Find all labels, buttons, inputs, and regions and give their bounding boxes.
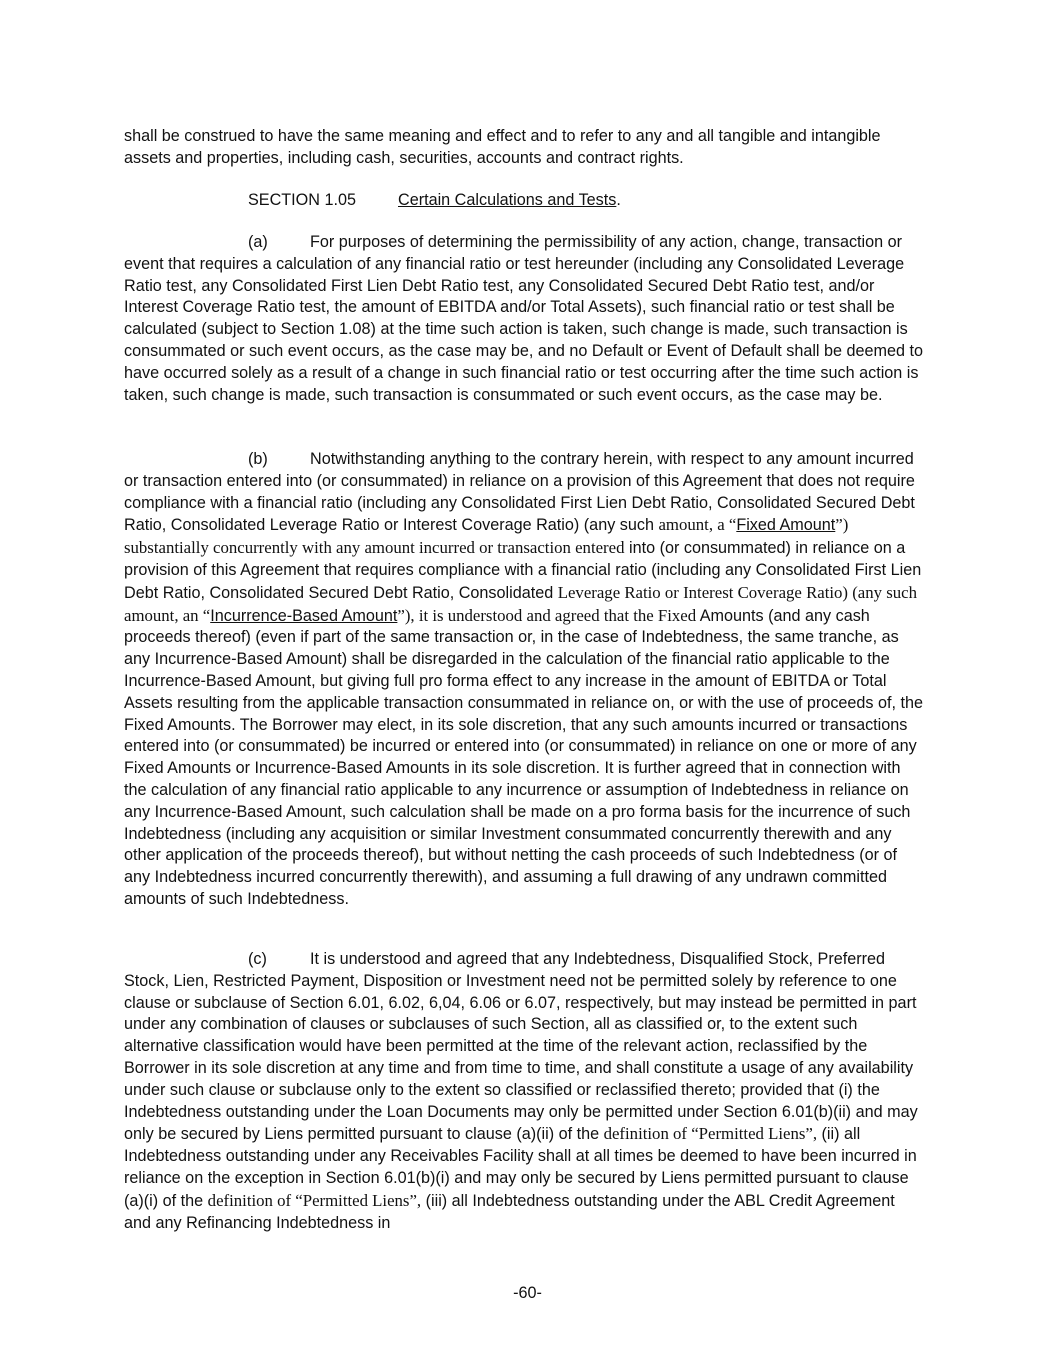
defined-term-fixed-amount: Fixed Amount bbox=[736, 516, 836, 535]
paragraph-b-label: (b) bbox=[248, 450, 268, 468]
paragraph-b-text-5: Leverage Ratio or Interest Coverage Ratio) (any such amount, an “ bbox=[124, 582, 917, 625]
paragraph-c bbox=[124, 949, 924, 1234]
paragraph-b-text-1: Notwithstanding anything to the contrary herein, with respect to any amount incurred or transaction entered into (or consummated) in reliance on a provision of this Agreement that does not require compliance with a financial ratio (including any Consolidated First Lien Debt Ratio, Consolidated Secured Debt Ratio, Consolidated Leverage Ratio or Interest Coverage Ratio) (any such bbox=[124, 450, 915, 535]
section-period: . bbox=[616, 191, 621, 209]
paragraph-b-text-6: ”), it is understood and agreed that the Fixed bbox=[397, 605, 697, 625]
section-title: Certain Calculations and Tests bbox=[398, 191, 617, 209]
paragraph-c-text-5: (iii) all Indebtedness outstanding under the ABL Credit Agreement and any Refinancing Indebtedness in bbox=[124, 1191, 895, 1232]
section-heading bbox=[248, 190, 848, 212]
paragraph-b-text-7: Amounts (and any cash proceeds thereof) (even if part of the same transaction or, in the case of Indebtedness, the same tranche, as any Incurrence-Based Amount) shall be disregarded in the calculation of the financial ratio applicable to the Incurrence-Based Amount, but giving full pro forma effect to any increase in the amount of EBITDA or Total Assets resulting from the applicable transaction consummated in reliance on, or with the use of proceeds of, the Fixed Amounts. The Borrower may elect, in its sole discretion, that any such amounts incurred or transactions entered into (or consummated) be incurred or entered into (or consummated) in reliance on one or more of any Fixed Amounts or Incurrence-Based Amounts in its sole discretion. It is further agreed that in connection with the calculation of any financial ratio applicable to any incurrence or assumption of Indebtedness in reliance on any Incurrence-Based Amount, such calculation shall be made on a pro forma basis for the incurrence of such Indebtedness (including any acquisition or similar Investment consummated concurrently therewith and any other application of the proceeds thereof), but without netting the cash proceeds of such Indebtedness (or of any Indebtedness incurred concurrently therewith), and assuming a full drawing of any undrawn committed amounts of such Indebtedness. bbox=[124, 606, 924, 908]
paragraph-b-text-4: into (or consummated) in reliance on a provision of this Agreement that requires compliance with a financial ratio (including any Consolidated First Lien Debt Ratio, Consolidated Secured Debt Ratio, Consolidated bbox=[124, 539, 922, 602]
paragraph-b-text-3: ”) substantially concurrently with any amount incurred or transaction entered bbox=[124, 515, 849, 558]
section-number: SECTION 1.05 bbox=[248, 191, 356, 209]
paragraph-c-label: (c) bbox=[248, 950, 267, 968]
paragraph-c-text-2: definition of “Permitted Liens”, bbox=[603, 1124, 818, 1144]
paragraph-a bbox=[124, 232, 924, 406]
paragraph-c-text-1: It is understood and agreed that any Indebtedness, Disqualified Stock, Preferred Stock, Lien, Restricted Payment, Disposition or Investment need not be permitted solely by reference to one clause or subclause of Section 6.01, 6.02, 6,04, 6.06 or 6.07, respectively, but may instead be permitted in part under any combination of clauses or subclauses of such Section, all as classified or, to the extent such alternative classification would have been permitted at the time of the relevant action, reclassified by the Borrower in its sole discretion at any time and from time to time, and shall constitute a usage of any availability under such clause or subclause only to the extent so classified or reclassified thereto; provided that (i) the Indebtedness outstanding under the Loan Documents may only be permitted under Section 6.01(b)(ii) and may only be secured by Liens permitted pursuant to clause (a)(ii) of the bbox=[124, 950, 918, 1144]
paragraph-a-text: For purposes of determining the permissibility of any action, change, transaction or event that requires a calculation of any financial ratio or test hereunder (including any Consolidated Leverage Ratio test, any Consolidated First Lien Debt Ratio test, any Consolidated Secured Debt Ratio test, and/or Interest Coverage Ratio test, the amount of EBITDA and/or Total Assets), such financial ratio or test shall be calculated (subject to Section 1.08) at the time such action is taken, such change is made, such transaction is consummated or such event occurs, as the case may be, and no Default or Event of Default shall be deemed to have occurred solely as a result of a change in such financial ratio or test occurring after the time such action is taken, such change is made, such transaction is consummated or such event occurs, as the case may be. bbox=[124, 233, 924, 404]
paragraph-c-text-3: (ii) all Indebtedness outstanding under any Receivables Facility shall at all times be deemed to have been incurred in reliance on the exception in Section 6.01(b)(i) and may only be secured by Liens permitted pursuant to clause (a)(i) of the bbox=[124, 1125, 917, 1210]
paragraph-b bbox=[124, 449, 924, 911]
paragraph-c-text-4: definition of “Permitted Liens”, bbox=[207, 1190, 422, 1210]
defined-term-incurrence-based-amount: Incurrence-Based Amount bbox=[210, 606, 398, 625]
paragraph-a-label: (a) bbox=[248, 233, 268, 251]
intro-paragraph: shall be construed to have the same meaning and effect and to refer to any and all tangible and intangible assets and properties, including cash, securities, accounts and contract rights. bbox=[124, 127, 881, 167]
page-number: -60- bbox=[513, 1284, 542, 1302]
paragraph-b-text-2: amount, a “ bbox=[658, 515, 737, 535]
